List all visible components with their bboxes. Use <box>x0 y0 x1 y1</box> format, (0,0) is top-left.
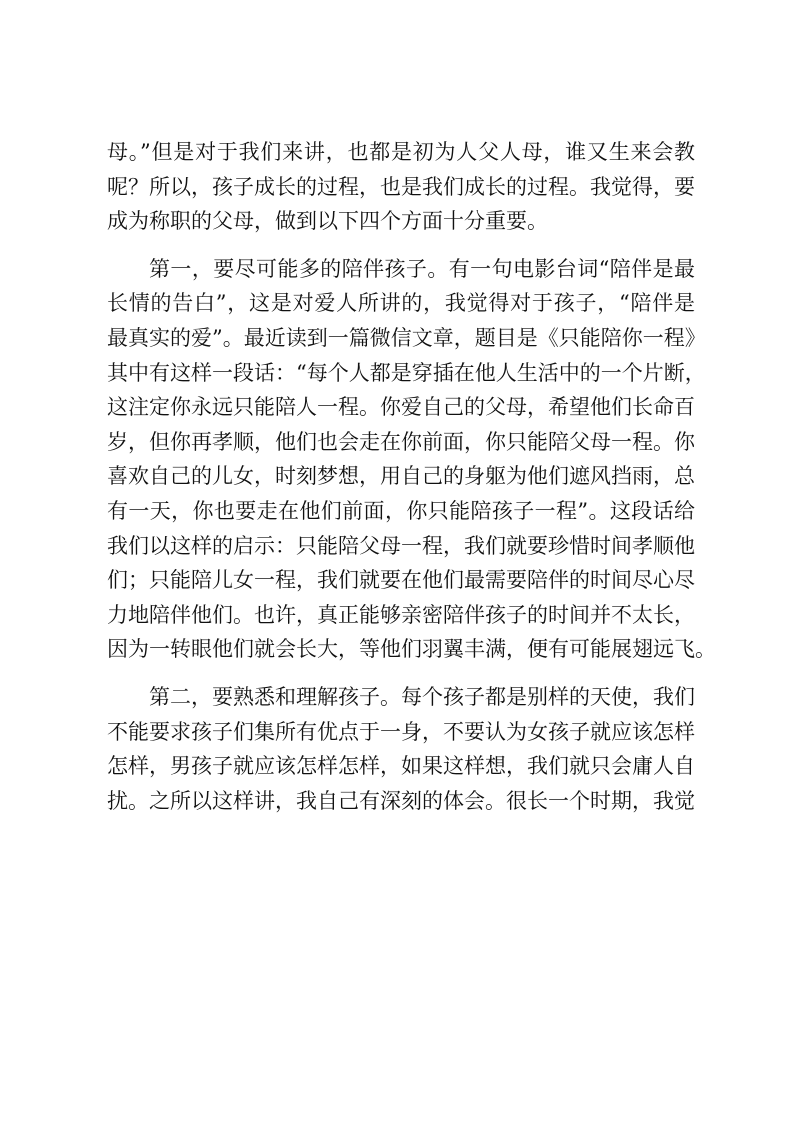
text-line: 力地陪伴他们。也许，真正能够亲密陪伴孩子的时间并不太长， <box>107 602 695 627</box>
text-line: 母。”但是对于我们来讲，也都是初为人父人母，谁又生来会教 <box>107 140 695 164</box>
text-line: 喜欢自己的儿女，时刻梦想，用自己的身躯为他们遮风挡雨，总 <box>107 464 695 489</box>
text-line: 其中有这样一段话：“每个人都是穿插在他人生活中的一个片断， <box>107 360 706 385</box>
paragraph-1 <box>107 135 695 239</box>
text-line: 不能要求孩子们集所有优点于一身，不要认为女孩子就应该怎样 <box>107 719 695 744</box>
text-line: 成为称职的父母，做到以下四个方面十分重要。 <box>107 209 548 234</box>
text-line: 有一天，你也要走在他们前面，你只能陪孩子一程”。这段话给 <box>107 498 695 523</box>
paragraph-spacer <box>107 239 695 252</box>
text-line: 们；只能陪儿女一程，我们就要在他们最需要陪伴的时间尽心尽 <box>107 568 695 593</box>
text-line: 最真实的爱”。最近读到一篇微信文章，题目是《只能陪你一程》 <box>107 325 706 350</box>
text-line: 扰。之所以这样讲，我自己有深刻的体会。很长一个时期，我觉 <box>107 788 695 813</box>
text-line: 长情的告白”，这是对爱人所讲的，我觉得对于孩子，“陪伴是 <box>107 291 695 316</box>
paragraph-spacer <box>107 667 695 680</box>
text-line: 这注定你永远只能陪人一程。你爱自己的父母，希望他们长命百 <box>107 395 695 420</box>
paragraph-2 <box>107 252 716 667</box>
text-line: 因为一转眼他们就会长大，等他们羽翼丰满，便有可能展翅远飞。 <box>107 637 716 662</box>
text-line: 怎样，男孩子就应该怎样怎样，如果这样想，我们就只会庸人自 <box>107 754 695 779</box>
text-line: 呢？所以，孩子成长的过程，也是我们成长的过程。我觉得，要 <box>107 174 695 199</box>
text-line: 第一，要尽可能多的陪伴孩子。有一句电影台词“陪伴是最 <box>149 256 695 281</box>
text-line: 岁，但你再孝顺，他们也会走在你前面，你只能陪父母一程。你 <box>107 429 695 454</box>
text-line: 第二，要熟悉和理解孩子。每个孩子都是别样的天使，我们 <box>149 684 695 709</box>
text-line: 我们以这样的启示：只能陪父母一程，我们就要珍惜时间孝顺他 <box>107 533 695 558</box>
paragraph-3 <box>107 680 695 818</box>
document-page <box>107 135 716 818</box>
